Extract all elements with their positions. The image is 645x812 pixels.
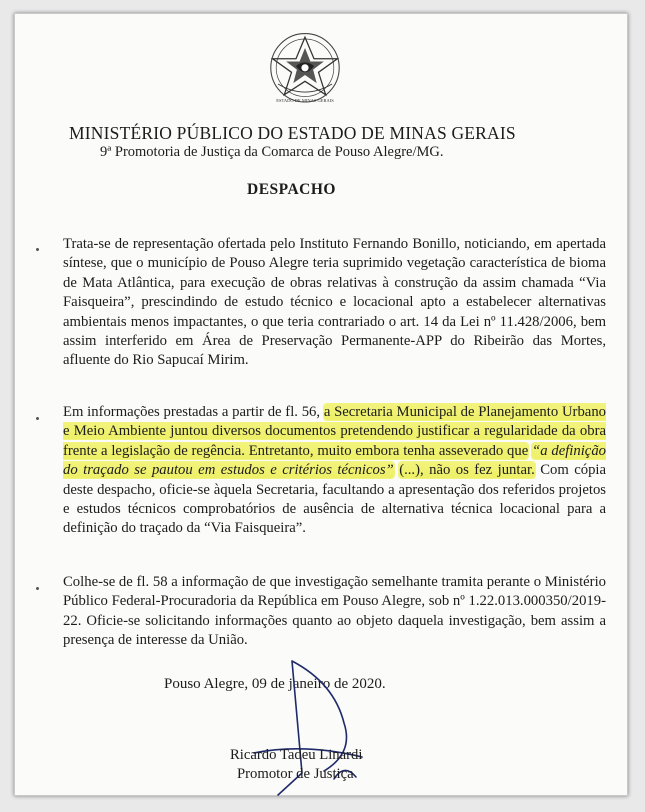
paragraph-intro: Em informações prestadas a partir de fl. 56, [63, 404, 321, 420]
paragraph-information [63, 403, 606, 539]
highlighted-text-end: (...), não os fez juntar. [399, 462, 535, 479]
paragraph-continuation: Com cópia deste despacho, oficie-se àquela Secretaria, facultando a apresentação dos referidos projetos e estudos técnicos comprobatórios de ausência de alternativa técnica locacional para a definição do traçado da “Via Faisqueira”. [63, 462, 607, 537]
highlighted-text: a Secretaria Municipal de Planejamento Urbano e Meio Ambiente juntou diversos documentos pretendendo justificar a regularidade da obra frente a legislação de regência. Entretanto, muito embora tenha asseverado que [63, 404, 607, 459]
margin-mark [36, 587, 39, 590]
margin-mark [36, 417, 39, 420]
paragraph-representation: Trata-se de representação ofertada pelo Instituto Fernando Bonillo, noticiando, em apertada síntese, que o município de Pouso Alegre teria suprimido vegetação característica de bioma de Mata Atlântica, para execução de obras relativas à construção da assim chamada “Via Faisqueira”, prescindindo de estudo técnico e locacional apto a estabelecer alternativas ambientais menos impactantes, o que teria contrariado o art. 14 da Lei nº 11.428/2006, bem assim interferido em Área de Preservação Permanente-APP do Ribeirão das Mortes, afluente do Rio Sapucaí Mirim. [63, 236, 606, 369]
highlighted-quote: “a definição do traçado se pautou em estudos e critérios técnicos” [63, 442, 607, 479]
margin-mark [36, 248, 39, 251]
document-date: Pouso Alegre, 09 de janeiro de 2020. [164, 676, 386, 692]
signer-role: Promotor de Justiça [237, 766, 354, 782]
document-page [14, 13, 628, 796]
paragraph-federal-investigation: Colhe-se de fl. 58 a informação de que investigação semelhante tramita perante o Ministério Público Federal-Procuradoria da República em Pouso Alegre, sob nº 1.22.013.000350/2019-22. Oficie-se solicitando informações quanto ao objeto daquela investigação, bem assim a presença de interesse da União. [63, 574, 606, 649]
signer-name: Ricardo Tadeu Linardi [230, 747, 363, 763]
seal-inscription: ESTADO DE MINAS GERAIS [276, 98, 334, 103]
page-title: MINISTÉRIO PÚBLICO DO ESTADO DE MINAS GERAIS [69, 123, 516, 143]
document-title: DESPACHO [247, 181, 336, 198]
coat-of-arms-icon [260, 21, 350, 111]
page-subtitle: 9ª Promotoria de Justiça da Comarca de Pouso Alegre/MG. [100, 144, 444, 160]
